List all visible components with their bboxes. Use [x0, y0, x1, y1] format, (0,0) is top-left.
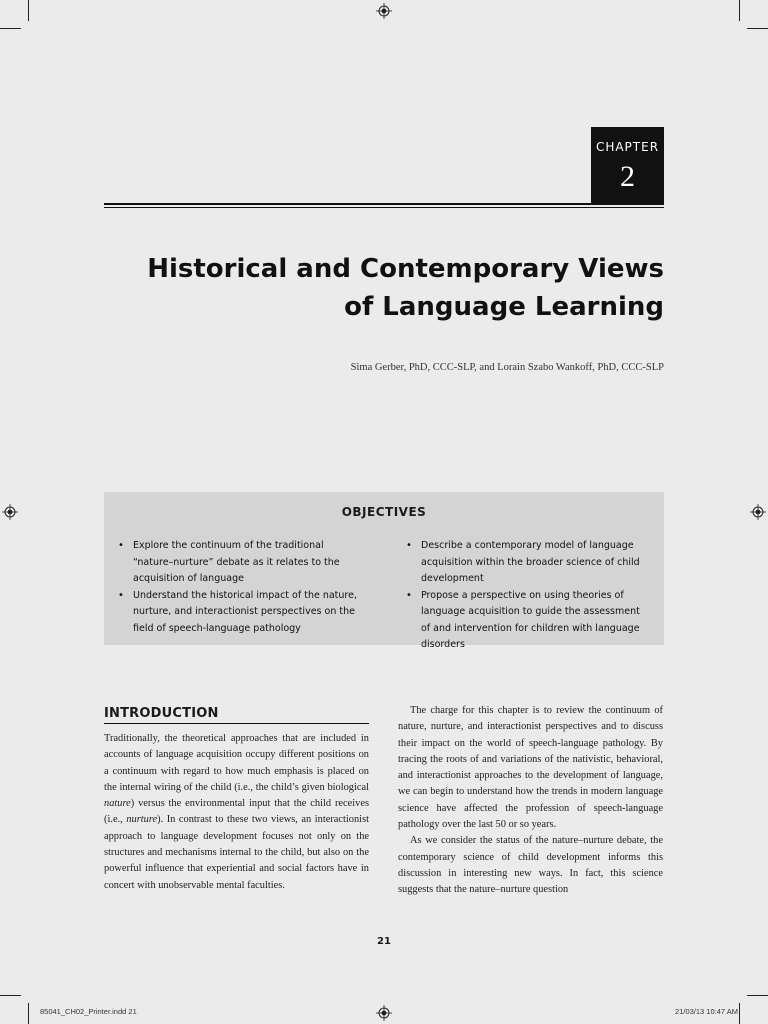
objectives-box [104, 492, 664, 650]
crop-mark [0, 995, 21, 996]
crop-mark [747, 995, 768, 996]
introduction-heading: INTRODUCTION [104, 706, 219, 721]
crop-mark [739, 0, 740, 21]
body-column-right [398, 703, 663, 899]
slug-file: 85041_CH02_Printer.indd 21 [40, 1007, 137, 1016]
objectives-heading: OBJECTIVES [341, 505, 427, 519]
crop-mark [28, 1003, 29, 1024]
introduction-rule [104, 723, 369, 724]
emphasis-text: nature [104, 798, 131, 810]
emphasis-text: nurture [126, 814, 158, 826]
body-text: ). In contrast to these two views, an interactionist approach to language development focuses not only on the structures and mechanisms internal to the child, but also on the powerful influence that experiential and social factors have in concert with unobservable mental faculties. [104, 814, 370, 891]
registration-mark-icon [750, 504, 766, 520]
objective-item: • Explore the continuum of the traditional “nature–nurture” debate as it relates to the acquisition of language [118, 538, 360, 588]
registration-mark-icon [376, 1005, 392, 1021]
objectives-list-right [406, 538, 644, 654]
chapter-title-line-2: of Language Learning [344, 292, 664, 322]
body-text: Traditionally, the theoretical approaches that are included in accounts of language acquisition occupy different positions on a continuum with regard to how much emphasis is placed on the internal wiring of the child (i.e., the child’s given biological [104, 733, 369, 793]
page-number: 21 [377, 936, 391, 947]
body-text: ) versus the environmental input that the child receives (i.e., [104, 798, 369, 826]
registration-mark-icon [2, 504, 18, 520]
crop-mark [28, 0, 29, 21]
author-line: Sima Gerber, PhD, CCC-SLP, and Lorain Szabo Wankoff, PhD, CCC-SLP [350, 362, 664, 373]
chapter-title [64, 250, 664, 326]
objective-item: • Propose a perspective on using theories of language acquisition to guide the assessment of and intervention for children with language disorders [406, 588, 644, 654]
crop-mark [0, 28, 21, 29]
objective-item: • Describe a contemporary model of language acquisition within the broader science of child development [406, 538, 644, 588]
chapter-label: CHAPTER [595, 140, 660, 154]
chapter-number: 2 [620, 160, 635, 193]
registration-mark-icon [376, 3, 392, 19]
header-rule [104, 203, 664, 205]
body-paragraph [104, 731, 369, 894]
body-paragraph: As we consider the status of the nature–nurture debate, the contemporary science of child development informs this discussion in interesting new ways. In fact, this science suggests that the nature–nurture question [398, 835, 663, 896]
body-column-left [104, 731, 369, 894]
chapter-title-line-1: Historical and Contemporary Views [147, 254, 664, 284]
chapter-tab [591, 127, 664, 204]
objective-item: • Understand the historical impact of the nature, nurture, and interactionist perspectives on the field of speech-language pathology [118, 588, 360, 638]
slug-date: 21/03/13 10:47 AM [675, 1007, 738, 1016]
crop-mark [739, 1003, 740, 1024]
crop-mark [747, 28, 768, 29]
body-paragraph: The charge for this chapter is to review the continuum of nature, nurture, and interactionist perspectives and to discuss their impact on the world of speech-language pathology. By tracing the roots of and variations of the nativistic, behavioral, and interactionist approaches to the development of language, we can begin to understand how the trends in modern language science have affected the profession of speech-language pathology over the last 50 or so years. [398, 705, 663, 831]
objectives-list-left [118, 538, 360, 637]
header-rule-thin [104, 207, 664, 208]
